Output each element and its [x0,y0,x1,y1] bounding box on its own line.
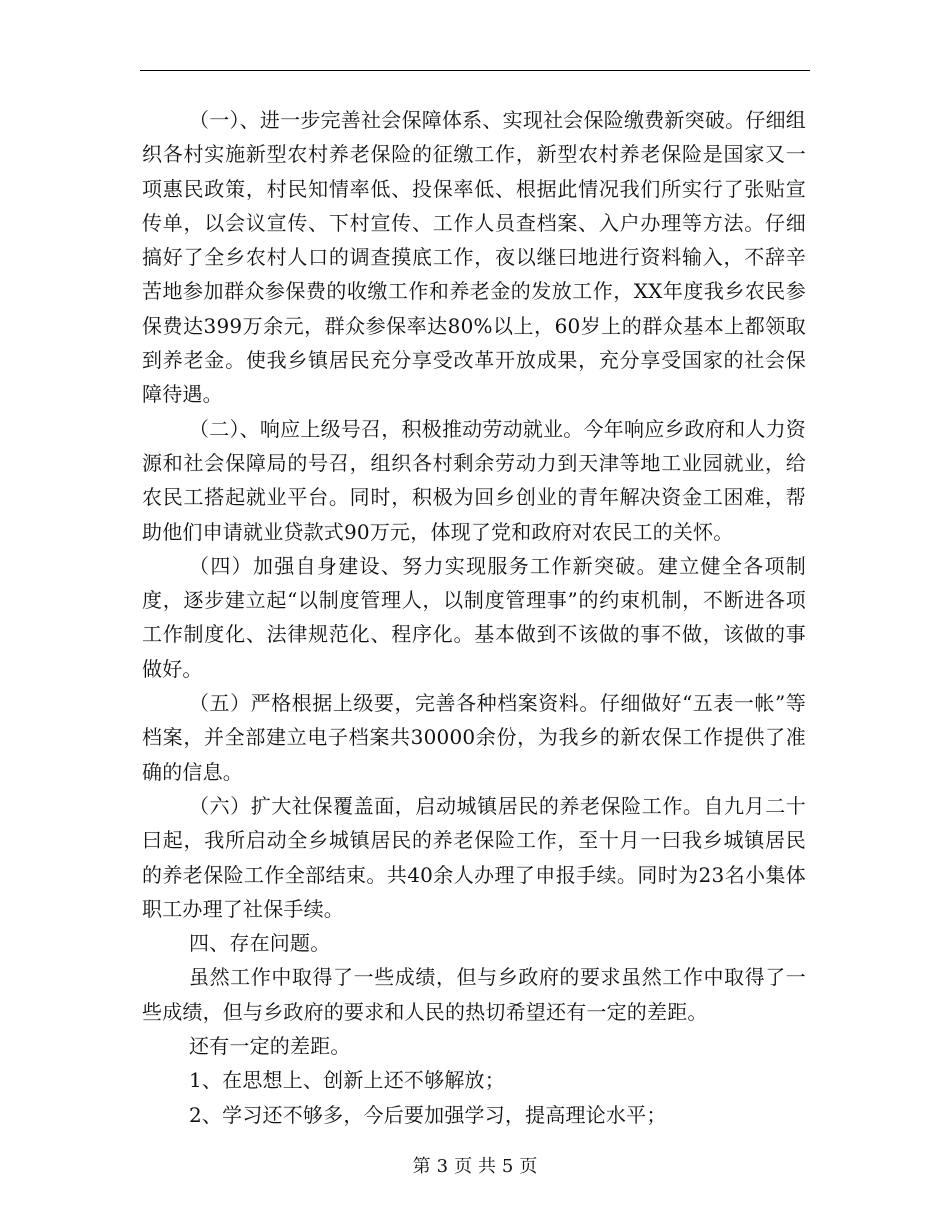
page-footer [0,1152,950,1178]
paragraph-gap-repeat: 还有一定的差距。 [189,1034,351,1059]
header-rule [140,70,810,71]
paragraph-self-building: （四）加强自身建设、努力实现服务工作新突破。建立健全各项制度，逐步建立起“以制度管理人，以制度管理事”的约束机制，不断进各项工作制度化、法律规范化、程序化。基本做到不该做的事不做，该做的事做好。 [142,553,806,681]
footer-current-page: 3 [436,1156,449,1177]
list-item-2: 2、学习还不够多，今后要加强学习，提高理论水平； [189,1102,667,1127]
footer-prefix: 第 [412,1156,431,1177]
paragraph-employment: （二）、响应上级号召，积极推动劳动就业。今年响应乡政府和人力资源和社会保障局的号召，组织各村剩余劳动力到天津等地工业园就业，给农民工搭起就业平台。同时，积极为回乡创业的青年解决资金工困难，帮助他们申请就业贷款式90万元，体现了党和政府对农民工的关怀。 [142,416,806,544]
paragraph-urban-insurance: （六）扩大社保覆盖面，启动城镇居民的养老保险工作。自九月二十曰起，我所启动全乡城镇居民的养老保险工作，至十月一曰我乡城镇居民的养老保险工作全部结束。共40余人办理了申报手续。同时为23名小集体职工办理了社保手续。 [142,793,806,921]
document-body [142,103,806,1132]
footer-middle: 页 共 [454,1156,496,1177]
paragraph-gap: 虽然工作中取得了一些成绩，但与乡政府的要求虽然工作中取得了一些成绩，但与乡政府的要求和人民的热切希望还有一定的差距。 [142,965,806,1024]
footer-suffix: 页 [519,1156,538,1177]
footer-total-pages: 5 [501,1156,514,1177]
paragraph-social-security: （一）、进一步完善社会保障体系、实现社会保险缴费新突破。仔细组织各村实施新型农村养老保险的征缴工作，新型农村养老保险是国家又一项惠民政策，村民知情率低、投保率低、根据此情况我们所实行了张贴宣传单，以会议宣传、下村宣传、工作人员查档案、入户办理等方法。仔细搞好了全乡农村人口的调查摸底工作，夜以继曰地进行资料输入，不辞辛苦地参加群众参保费的收缴工作和养老金的发放工作，XX年度我乡农民参保费达399万余元，群众参保率达80%以上，60岁上的群众基本上都领取到养老金。使我乡镇居民充分享受改革开放成果，充分享受国家的社会保障待遇。 [142,108,806,407]
paragraph-archives: （五）严格根据上级要，完善各种档案资料。仔细做好“五表一帐”等档案，并全部建立电子档案共30000余份，为我乡的新农保工作提供了准确的信息。 [142,691,806,784]
section-heading-problems: 四、存在问题。 [189,931,331,956]
list-item-1: 1、在思想上、创新上还不够解放； [189,1068,505,1093]
